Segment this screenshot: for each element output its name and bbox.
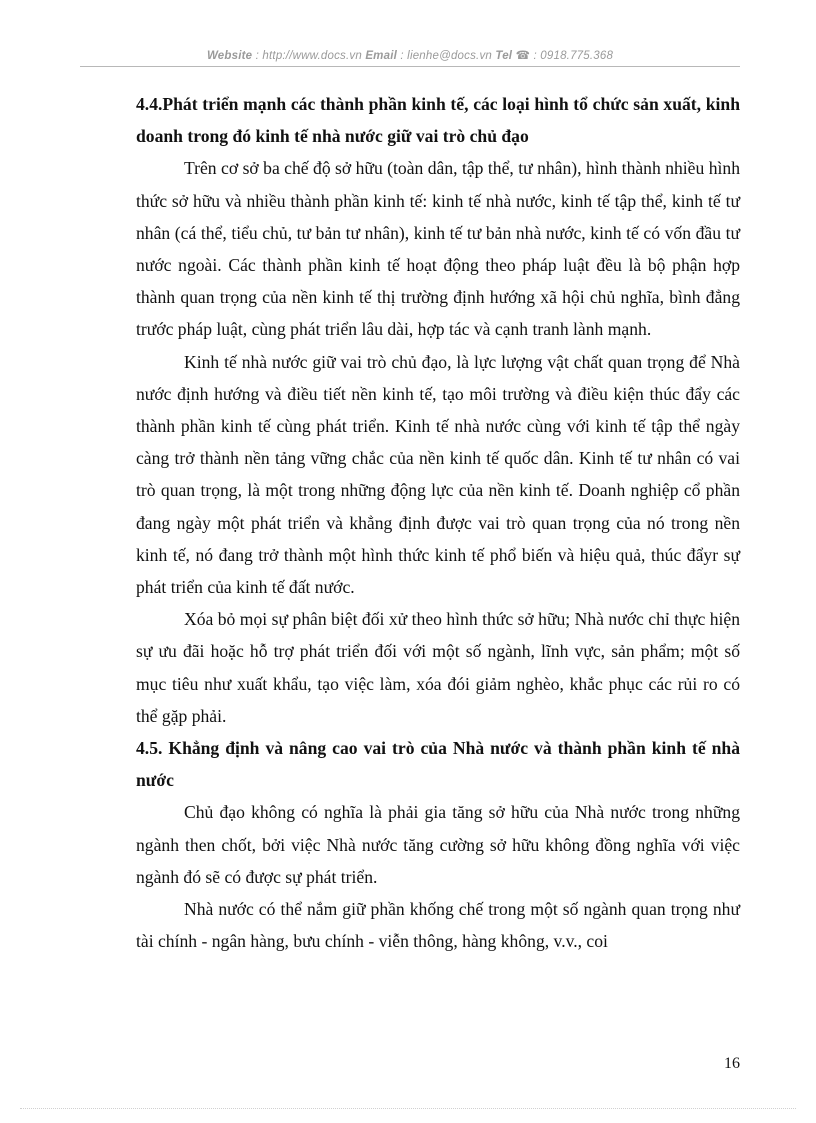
email-value: : lienhe@docs.vn xyxy=(397,50,496,62)
tel-label: Tel xyxy=(495,50,513,62)
paragraph: Xóa bỏ mọi sự phân biệt đối xử theo hình thức sở hữu; Nhà nước chỉ thực hiện sự ưu đãi hoặc hỗ trợ phát triển đối với một số ngành, lĩnh vực, sản phẩm; một số mục tiêu như xuất khẩu, tạo việc làm, xóa đói giảm nghèo, khắc phục các rủi ro có thể gặp phải. xyxy=(136,609,740,726)
page-number: 16 xyxy=(724,1055,740,1072)
section-heading-4-5: 4.5. Khẳng định và nâng cao vai trò của Nhà nước và thành phần kinh tế nhà nước xyxy=(136,738,740,791)
tel-value: ☎ : 0918.775.368 xyxy=(512,50,614,62)
document-body xyxy=(136,88,740,957)
paragraph: Nhà nước có thể nắm giữ phần khống chế trong một số ngành quan trọng như tài chính - ngân hàng, bưu chính - viễn thông, hàng không, v.v., coi xyxy=(136,899,740,952)
email-label: Email xyxy=(365,50,397,62)
website-value: : http://www.docs.vn xyxy=(252,50,366,62)
header-divider xyxy=(80,66,740,67)
footer-divider xyxy=(20,1108,796,1109)
website-label: Website xyxy=(206,50,253,62)
paragraph: Kinh tế nhà nước giữ vai trò chủ đạo, là lực lượng vật chất quan trọng để Nhà nước định hướng và điều tiết nền kinh tế, tạo môi trường và điều kiện thúc đẩy các thành phần kinh tế cùng phát triển. Kinh tế nhà nước cùng với kinh tế tập thể ngày càng trở thành nền tảng vững chắc của nền kinh tế quốc dân. Kinh tế tư nhân có vai trò quan trọng, là một trong những động lực của nền kinh tế. Doanh nghiệp cổ phần đang ngày một phát triển và khẳng định được vai trò quan trọng của nó trong nền kinh tế, nó đang trở thành một hình thức kinh tế phổ biến và hiệu quả, thúc đẩyr sự phát triển của kinh tế đất nước. xyxy=(136,351,740,598)
paragraph: Trên cơ sở ba chế độ sở hữu (toàn dân, tập thể, tư nhân), hình thành nhiều hình thức sở hữu và nhiều thành phần kinh tế: kinh tế nhà nước, kinh tế tập thể, kinh tế tư nhân (cá thể, tiểu chủ, tư bản tư nhân), kinh tế tư bản nhà nước, kinh tế có vốn đầu tư nước ngoài. Các thành phần kinh tế hoạt động theo pháp luật đều là bộ phận hợp thành quan trọng của nền kinh tế thị trường định hướng xã hội chủ nghĩa, bình đẳng trước pháp luật, cùng phát triển lâu dài, hợp tác và cạnh tranh lành mạnh. xyxy=(136,158,740,340)
paragraph: Chủ đạo không có nghĩa là phải gia tăng sở hữu của Nhà nước trong những ngành then chốt, bởi việc Nhà nước tăng cường sở hữu không đồng nghĩa với việc ngành đó sẽ có được sự phát triển. xyxy=(136,802,740,887)
section-heading-4-4: 4.4.Phát triển mạnh các thành phần kinh tế, các loại hình tổ chức sản xuất, kinh doanh trong đó kinh tế nhà nước giữ vai trò chủ đạo xyxy=(136,94,740,147)
page-header xyxy=(80,48,740,62)
